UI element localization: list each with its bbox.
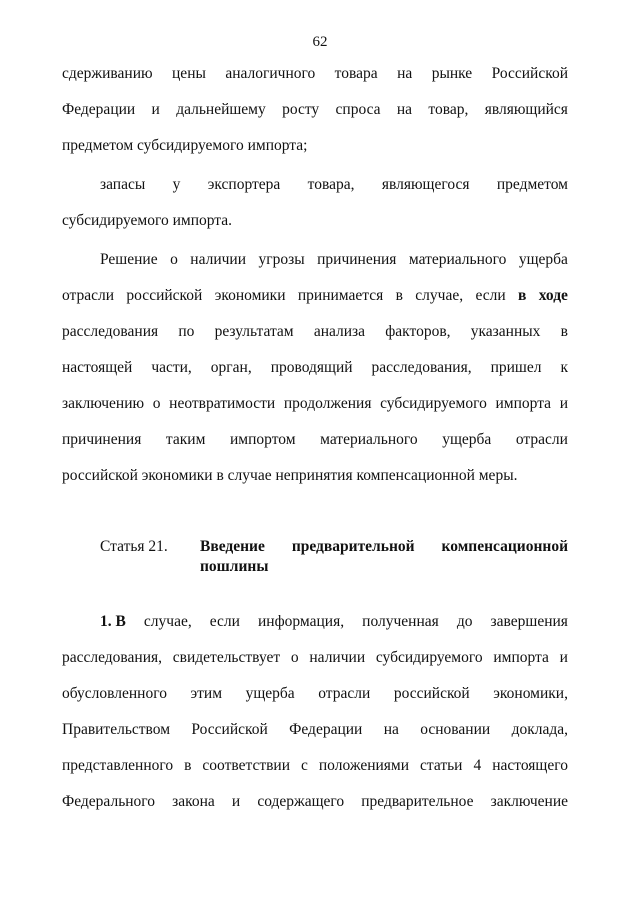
word: свидетельствует [172,649,281,666]
word: Решение [100,251,158,268]
word: компенсационной [441,538,568,555]
word: положениями [318,757,410,774]
word: до [456,613,473,630]
word: и [231,793,241,810]
word: наличии [190,251,247,268]
text-line [62,394,568,414]
word: если [475,287,506,304]
word: таким [165,431,206,448]
word: субсидируемого [380,395,487,412]
text-line [62,684,568,704]
word: предметом [496,176,568,193]
word: соответствии [202,757,291,774]
word: запасы [100,176,146,193]
word: расследования, [371,359,472,376]
word: рынке [431,65,473,82]
text-line [62,286,568,306]
word: содержащего [257,793,345,810]
word: предварительное [361,793,474,810]
word: ущерба [442,431,492,448]
word: Федерации [62,101,136,118]
word: орган, [210,359,252,376]
word: случае, [143,613,192,630]
text-line: российской экономики в случае непринятия компенсационной меры. [62,467,518,484]
word: цены [172,65,206,82]
word: заключению [62,395,145,412]
word: части, [151,359,192,376]
word: импорта [495,395,552,412]
word: по [178,323,195,340]
word: настоящей [62,359,133,376]
word: в [395,287,403,304]
word: 4 [473,757,482,774]
text-line [62,64,568,84]
word: сдерживанию [62,65,153,82]
word: случае, [415,287,464,304]
text-line [62,756,568,776]
word: отрасли [515,431,568,448]
word: Введение [200,538,265,555]
word: информация, [258,613,345,630]
word: товара [334,65,378,82]
text-line [100,175,568,195]
text-line: субсидируемого импорта. [62,212,233,229]
word: закона [172,793,215,810]
word: и [559,395,568,412]
text-line [62,792,568,812]
word: неотвратимости [169,395,276,412]
word: расследования, [62,649,163,666]
word: материального [408,251,507,268]
word: ущерба [518,251,568,268]
word: проводящий [270,359,353,376]
word: субсидируемого [375,649,483,666]
text-line [62,100,568,120]
text-line [100,612,568,632]
word: импорта [493,649,549,666]
word: угрозы [258,251,305,268]
word: Федерального [62,793,156,810]
word: Российской [191,721,268,738]
word: завершения [490,613,568,630]
word: импортом [230,431,296,448]
word: на [397,65,413,82]
word: материального [320,431,418,448]
word: ходе [538,287,568,304]
word: факторов, [385,323,451,340]
word: если [209,613,240,630]
word: являющийся [484,101,568,118]
word: товара, [307,176,355,193]
word: отрасли [318,685,371,702]
word: причинения [62,431,142,448]
word: о [152,395,161,412]
word: спроса [335,101,381,118]
word: и [559,649,568,666]
article-title [200,537,568,577]
word: российской [393,685,470,702]
word: являющегося [381,176,470,193]
text-line [100,250,568,270]
word: на [396,101,413,118]
word: предварительной [291,538,415,555]
word: причинения [317,251,397,268]
word: на [383,721,399,738]
word: принимается [297,287,384,304]
text-line [62,358,568,378]
word: указанных [470,323,541,340]
word: в [560,323,568,340]
word: настоящего [492,757,568,774]
word: и [151,101,160,118]
word: аналогичного [225,65,316,82]
text-line [62,720,568,740]
word: росту [282,101,320,118]
word: пришел [490,359,542,376]
word: о [290,649,299,666]
article-title-line: пошлины [200,558,269,575]
word: экономики, [493,685,568,702]
word: заключение [490,793,568,810]
word: товар, [428,101,469,118]
text-line: предметом субсидируемого импорта; [62,137,308,154]
text-line [62,322,568,342]
word: российской [126,287,203,304]
word: к [560,359,568,376]
page-number: 62 [312,34,328,50]
word: Правительством [62,721,171,738]
word: анализа [313,323,366,340]
word: этим [190,685,223,702]
word: о [170,251,178,268]
word: результатам [214,323,294,340]
word: представленного [62,757,174,774]
word: дальнейшему [176,101,266,118]
word: Российской [491,65,568,82]
text-line [62,430,568,450]
word: с [301,757,308,774]
word: ущерба [245,685,295,702]
word: в [518,287,527,304]
word: 1. В [100,613,126,630]
word: в [184,757,192,774]
word: обусловленного [62,685,167,702]
word: экспортера [207,176,281,193]
word: основании [420,721,491,738]
word: у [172,176,181,193]
article-title-line [200,537,568,557]
word: доклада, [511,721,568,738]
word: отрасли [62,287,115,304]
text-line [62,648,568,668]
word: расследования [62,323,159,340]
word: полученная [362,613,439,630]
word: продолжения [283,395,372,412]
word: экономики [214,287,286,304]
word: наличии [309,649,366,666]
article-label: Статья 21. [100,538,168,555]
word: статьи [420,757,463,774]
word: Федерации [289,721,363,738]
